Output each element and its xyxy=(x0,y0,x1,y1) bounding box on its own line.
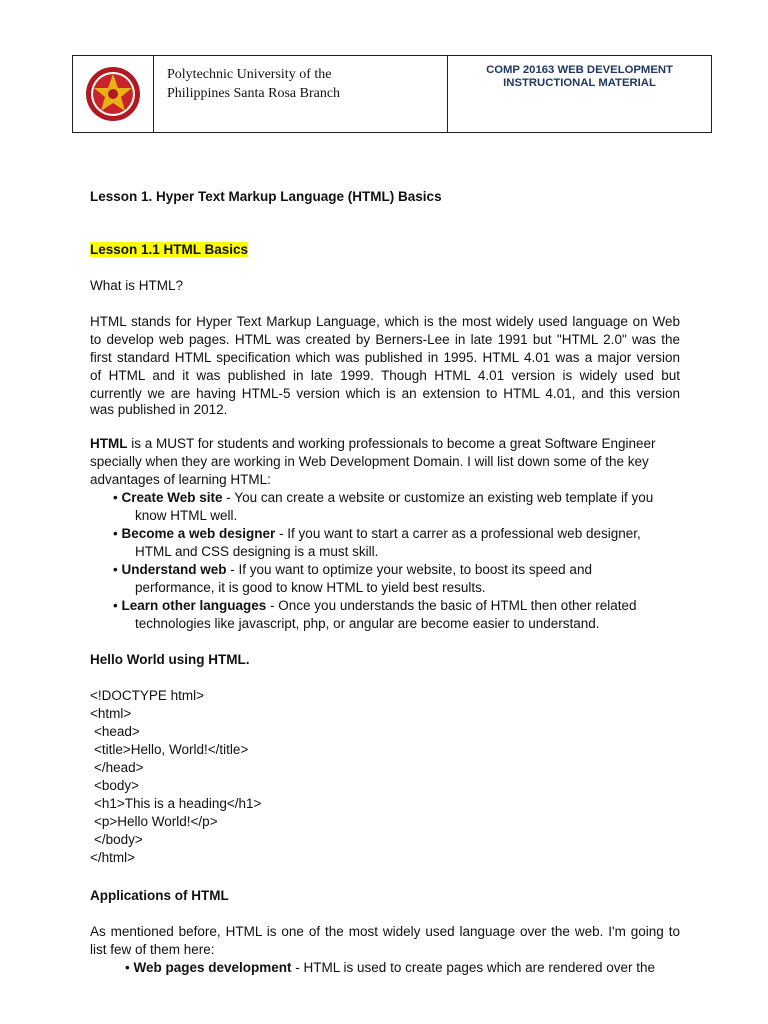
advantage-title: Create Web site xyxy=(121,490,223,505)
course-material: INSTRUCTIONAL MATERIAL xyxy=(503,77,656,89)
university-seal-icon xyxy=(85,66,141,122)
para2-line2: specially when they are working in Web Development Domain. I will list down some of the key xyxy=(90,454,649,469)
para2-lead: HTML xyxy=(90,436,128,451)
para1-line: first standard HTML specification which was published in 1995. HTML 4.01 was a major version xyxy=(90,350,680,365)
advantage-item xyxy=(113,525,641,543)
course-info xyxy=(448,56,711,132)
para2-line1-rest: is a MUST for students and working professionals to become a great Software Engineer xyxy=(127,436,656,451)
code-line: </html> xyxy=(90,850,136,865)
advantage-item xyxy=(113,597,637,615)
apps-bullet-item xyxy=(125,959,655,977)
para2-line3: advantages of learning HTML: xyxy=(90,472,271,487)
school-name-line2: Philippines Santa Rosa Branch xyxy=(167,86,341,101)
advantage-continuation: technologies like javascript, php, or angular are become easier to understand. xyxy=(135,616,600,631)
course-code: COMP 20163 WEB DEVELOPMENT xyxy=(486,64,673,76)
para1-line: was published in 2012. xyxy=(90,402,228,417)
code-line: </head> xyxy=(94,760,144,775)
bullet-dot: • xyxy=(113,562,118,577)
document-header xyxy=(72,55,712,133)
code-line: </body> xyxy=(94,832,143,847)
lesson-title: Lesson 1. Hyper Text Markup Language (HTML) Basics xyxy=(90,189,442,204)
apps-para-line: list few of them here: xyxy=(90,942,215,957)
code-line: <h1>This is a heading</h1> xyxy=(94,796,262,811)
para1-line: HTML stands for Hyper Text Markup Language, which is the most widely used language on Web xyxy=(90,314,680,329)
bullet-dot: • xyxy=(113,490,118,505)
advantage-continuation: performance, it is good to know HTML to yield best results. xyxy=(135,580,486,595)
school-name-line1: Polytechnic University of the xyxy=(167,67,332,82)
hello-world-title: Hello World using HTML. xyxy=(90,652,250,667)
apps-bullet-text: - HTML is used to create pages which are rendered over the xyxy=(291,960,655,975)
school-name xyxy=(154,56,448,132)
section-title xyxy=(90,241,248,259)
code-line: <!DOCTYPE html> xyxy=(90,688,205,703)
apps-para-line: As mentioned before, HTML is one of the most widely used language over the web. I'm going to xyxy=(90,924,680,939)
bullet-dot: • xyxy=(125,960,130,975)
code-line: <body> xyxy=(94,778,140,793)
code-line: <head> xyxy=(94,724,140,739)
question-what-is-html: What is HTML? xyxy=(90,278,184,293)
para1-line: currently we are having HTML-5 version which is an extension to HTML 4.01, and this version xyxy=(90,386,680,401)
advantage-continuation: HTML and CSS designing is a must skill. xyxy=(135,544,379,559)
para1-line: of HTML and it was published in late 1999. Though HTML 4.01 version is widely used but xyxy=(90,368,680,383)
advantage-text: - If you want to optimize your website, to boost its speed and xyxy=(226,562,592,577)
advantage-title: Understand web xyxy=(121,562,227,577)
para2-line1 xyxy=(90,435,656,453)
apps-bullet-title: Web pages development xyxy=(133,960,292,975)
code-line: <html> xyxy=(90,706,132,721)
advantage-title: Learn other languages xyxy=(121,598,267,613)
advantage-text: - You can create a website or customize an existing web template if you xyxy=(222,490,654,505)
advantage-text: - If you want to start a carrer as a professional web designer, xyxy=(275,526,641,541)
bullet-dot: • xyxy=(113,598,118,613)
code-line: <title>Hello, World!</title> xyxy=(94,742,249,757)
advantage-item xyxy=(113,489,653,507)
para1-line: to develop web pages. HTML was created by Berners-Lee in late 1991 but "HTML 2.0" was the xyxy=(90,332,680,347)
advantage-text: - Once you understands the basic of HTML then other related xyxy=(266,598,637,613)
applications-title: Applications of HTML xyxy=(90,888,229,903)
logo-cell xyxy=(73,56,154,132)
code-line: <p>Hello World!</p> xyxy=(94,814,218,829)
advantage-item xyxy=(113,561,592,579)
bullet-dot: • xyxy=(113,526,118,541)
advantage-title: Become a web designer xyxy=(121,526,276,541)
section-title-highlight: Lesson 1.1 HTML Basics xyxy=(90,242,249,257)
advantage-continuation: know HTML well. xyxy=(135,508,238,523)
